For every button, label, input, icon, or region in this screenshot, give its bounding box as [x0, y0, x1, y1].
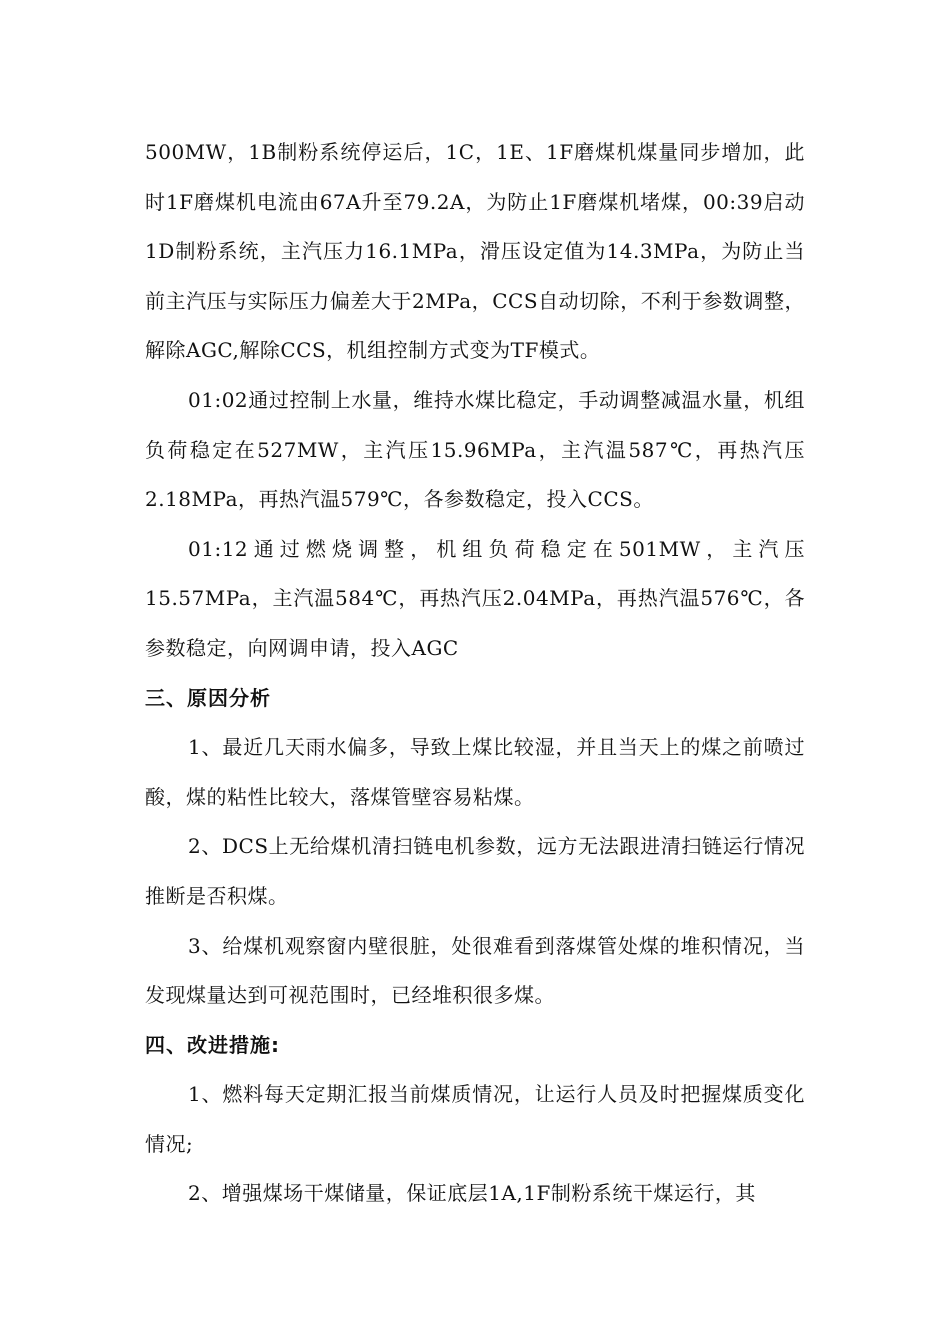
paragraph-measure-1: 1、燃料每天定期汇报当前煤质情况，让运行人员及时把握煤质变化情况;: [145, 1082, 805, 1156]
paragraph-cause-3: 3、给煤机观察窗内壁很脏，处很难看到落煤管处煤的堆积情况，当发现煤量达到可视范围时，已经堆积很多煤。: [145, 933, 805, 1008]
paragraph-process-3: 01:12通过燃烧调整，机组负荷稳定在501MW，主汽压15.57MPa，主汽温584℃，再热汽压2.04MPa，再热汽温576℃，各参数稳定，向网调申请，投入AGC: [145, 536, 805, 660]
paragraph-process-2: 01:02通过控制上水量，维持水煤比稳定，手动调整减温水量，机组负荷稳定在527MW，主汽压15.96MPa，主汽温587℃，再热汽压2.18MPa，再热汽温579℃，各参数稳定，投入CCS。: [145, 387, 805, 512]
paragraph-measure-2: 2、增强煤场干煤储量，保证底层1A,1F制粉系统干煤运行，其: [188, 1181, 756, 1206]
document-body: [145, 128, 805, 1219]
paragraph-cause-2: 2、DCS上无给煤机清扫链电机参数，远方无法跟进清扫链运行情况推断是否积煤。: [145, 834, 805, 908]
section-heading-improvement: 四、改进措施:: [145, 1032, 280, 1057]
section-heading-cause-analysis: 三、原因分析: [145, 685, 271, 710]
paragraph-cause-1: 1、最近几天雨水偏多，导致上煤比较湿，并且当天上的煤之前喷过酸，煤的粘性比较大，落煤管壁容易粘煤。: [145, 735, 805, 809]
paragraph-process-1: 500MW，1B制粉系统停运后，1C，1E、1F磨煤机煤量同步增加，此时1F磨煤机电流由67A升至79.2A，为防止1F磨煤机堵煤，00:39启动1D制粉系统，主汽压力16.1MPa，滑压设定值为14.3MPa，为防止当前主汽压与实际压力偏差大于2MPa，CCS自动切除，不利于参数调整，解除AGC,解除CCS，机组控制方式变为TF模式。: [145, 140, 805, 363]
